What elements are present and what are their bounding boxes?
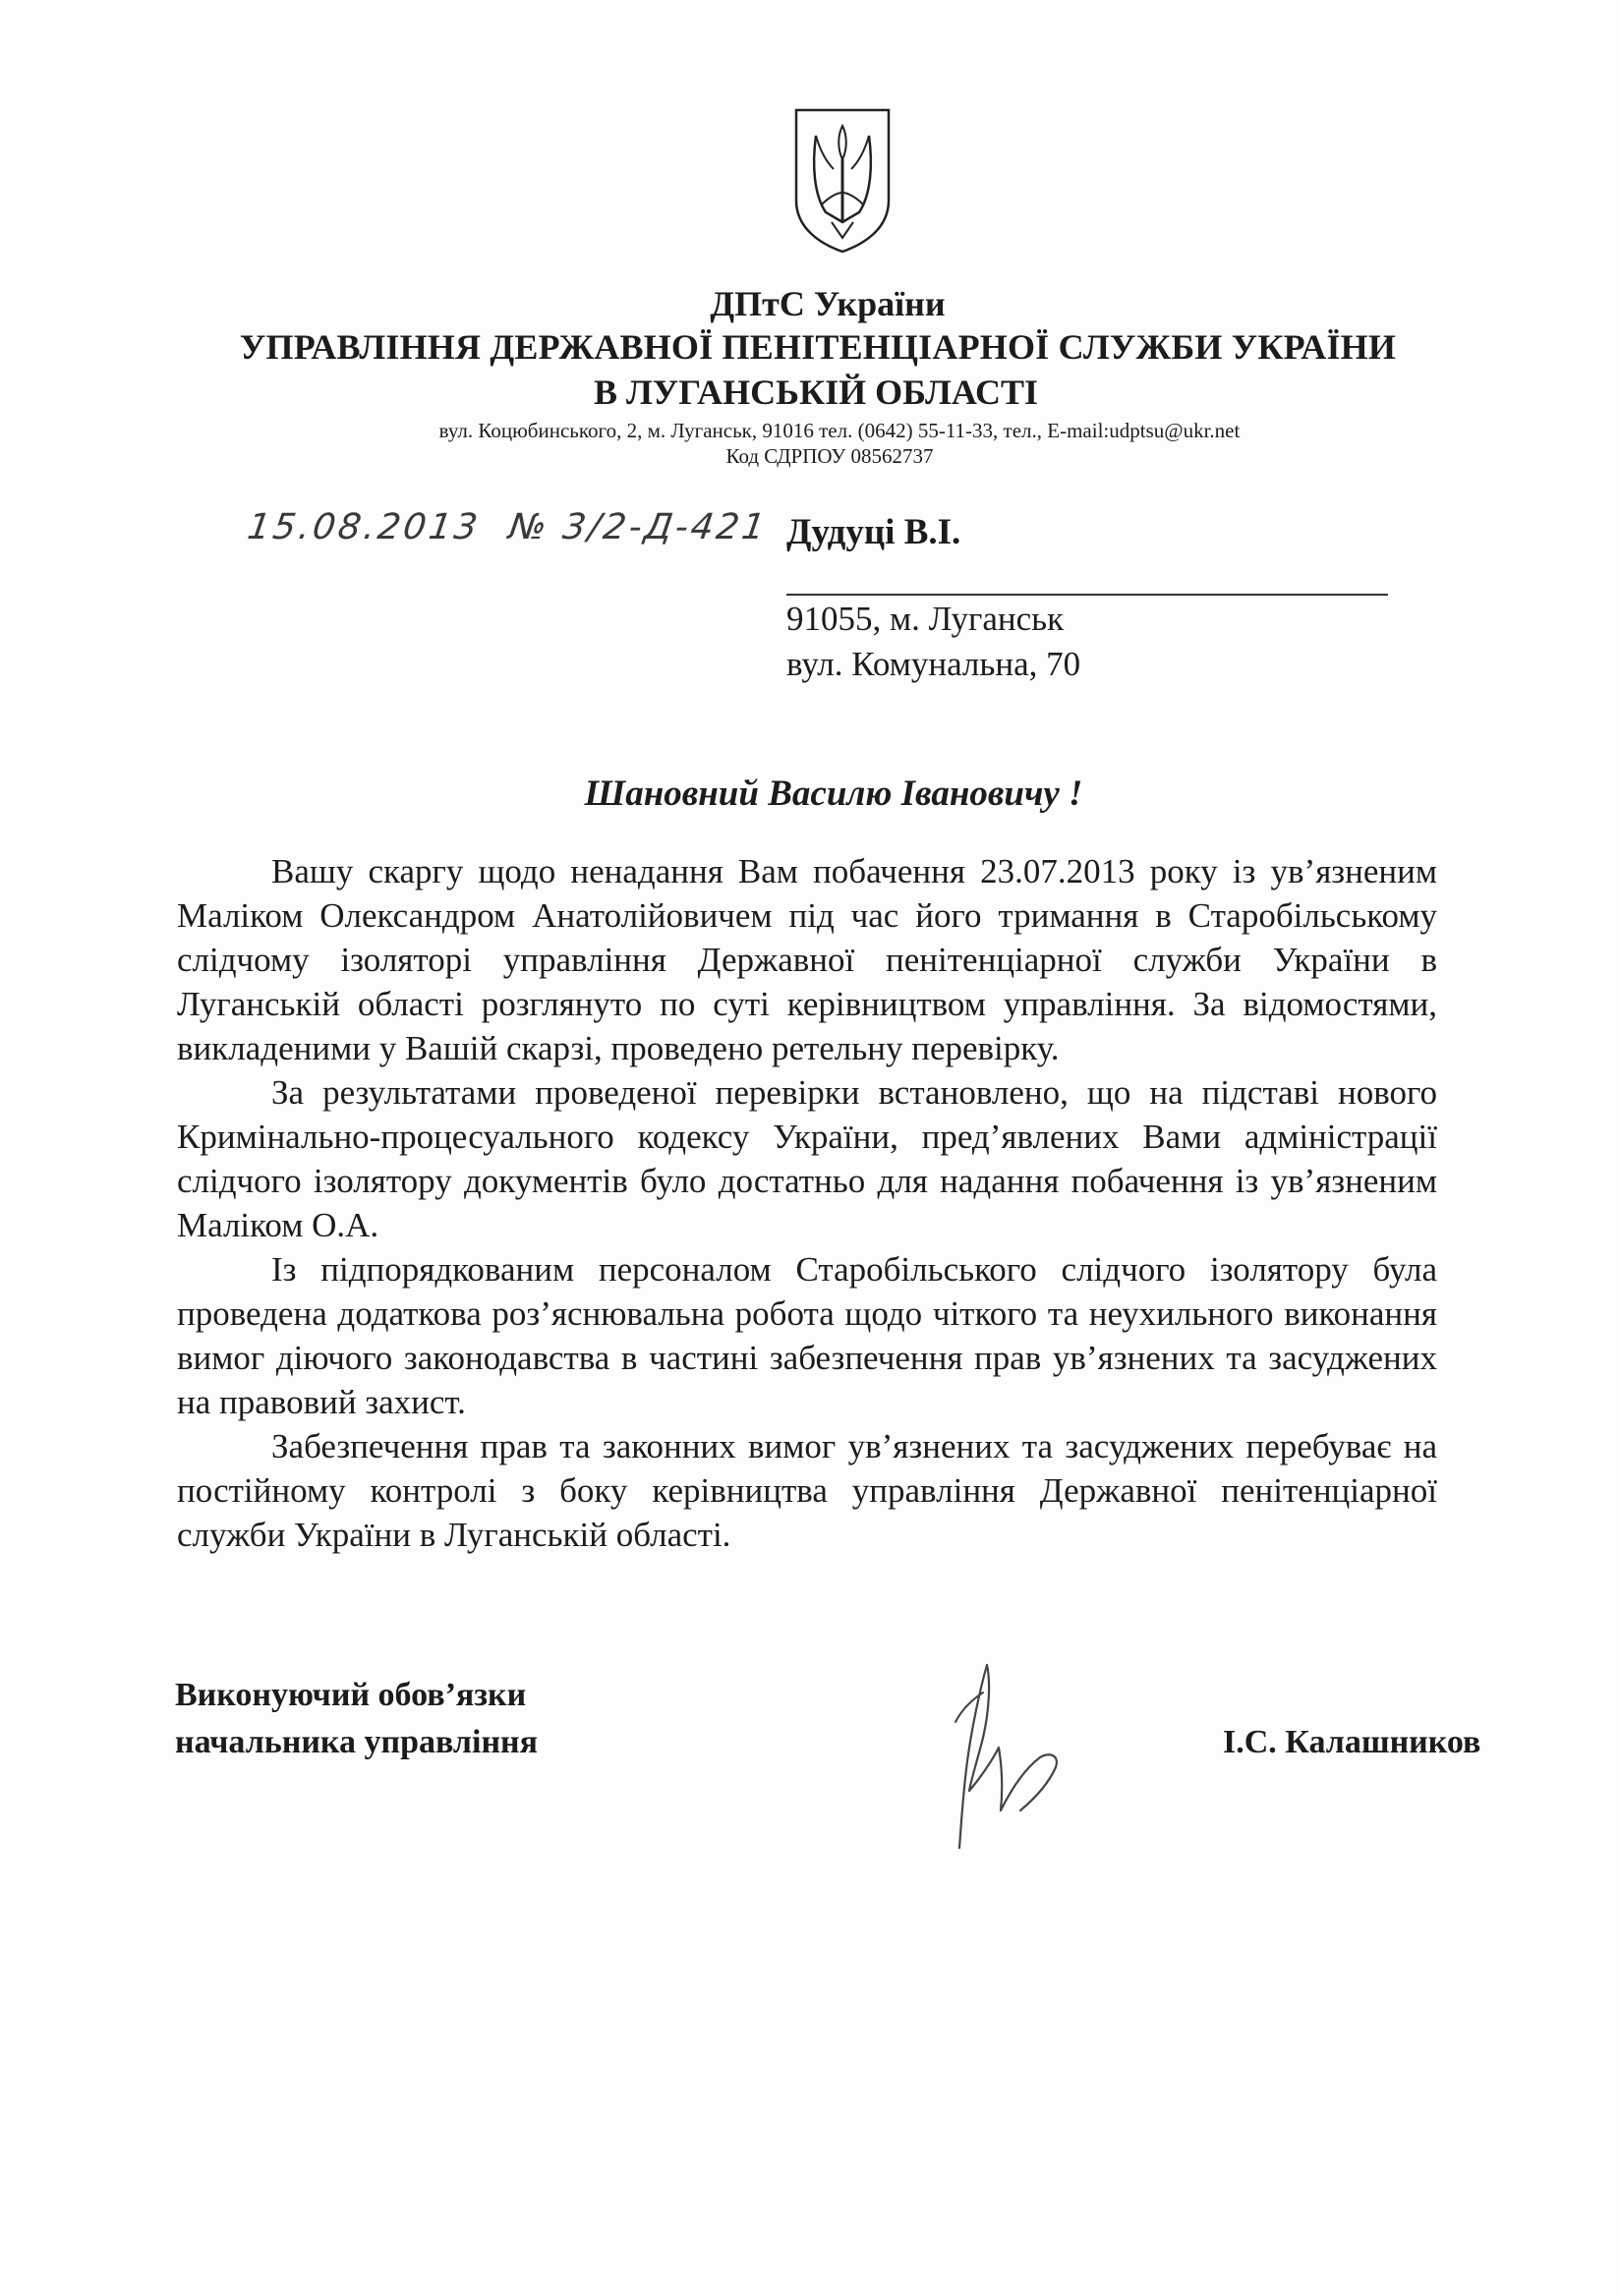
signatory-name: І.С. Калашников bbox=[1223, 1724, 1481, 1760]
region-name: В ЛУГАНСЬКІЙ ОБЛАСТІ bbox=[593, 373, 1039, 412]
agency-name: ДПтС України bbox=[710, 284, 946, 323]
header-code: Код СДРПОУ 08562737 bbox=[725, 444, 934, 468]
handwritten-signature bbox=[942, 1653, 1089, 1856]
signatory-title-line-2: начальника управління bbox=[175, 1724, 539, 1760]
body-paragraph: За результатами проведеної перевірки встановлено, що на підставі нового Кримінально-процесуального кодексу України, пред’явлених Вами адміністрації слідчого ізолятору документів було достатньо для надання побачення із ув’язненим Маліком О.А. bbox=[177, 1073, 1437, 1244]
department-name: УПРАВЛІННЯ ДЕРЖАВНОЇ ПЕНІТЕНЦІАРНОЇ СЛУЖБИ УКРАЇНИ bbox=[239, 327, 1397, 367]
recipient-divider bbox=[786, 594, 1388, 596]
salutation: Шановний Василю Івановичу ! bbox=[584, 774, 1083, 814]
recipient-address-line-1: 91055, м. Луганськ bbox=[786, 600, 1065, 638]
letter-body bbox=[177, 849, 1437, 1557]
recipient-address-line-2: вул. Комунальна, 70 bbox=[786, 645, 1081, 683]
trident-emblem-icon bbox=[792, 106, 893, 256]
body-paragraph: Забезпечення прав та законних вимог ув’язнених та засуджених перебуває на постійному контролі з боку керівництва управління Державної пенітенціарної служби України в Луганській області. bbox=[177, 1427, 1437, 1554]
body-paragraph: Із підпорядкованим персоналом Старобільського слідчого ізолятору була проведена додаткова роз’яснювальна робота щодо чіткого та неухильного виконання вимог діючого законодавства в частині забезпечення прав ув’язнених та засуджених на правовий захист. bbox=[177, 1250, 1437, 1421]
signatory-title-line-1: Виконуючий обов’язки bbox=[175, 1677, 527, 1713]
recipient-name: Дудуці В.І. bbox=[786, 512, 961, 552]
registration-number: № 3/2-Д-421 bbox=[506, 507, 771, 547]
registration-date: 15.08.2013 bbox=[245, 507, 484, 547]
header-address: вул. Коцюбинського, 2, м. Луганськ, 91016 тел. (0642) 55-11-33, тел., E-mail:udptsu@ukr.net bbox=[438, 419, 1241, 442]
body-paragraph: Вашу скаргу щодо ненадання Вам побачення 23.07.2013 року із ув’язненим Маліком Олександром Анатолійовичем під час його тримання в Старобільському слідчому ізоляторі управління Державної пенітенціарної служби України в Луганській області розглянуто по суті керівництвом управління. За відомостями, викладеними у Вашій скарзі, проведено ретельну перевірку. bbox=[177, 852, 1437, 1067]
